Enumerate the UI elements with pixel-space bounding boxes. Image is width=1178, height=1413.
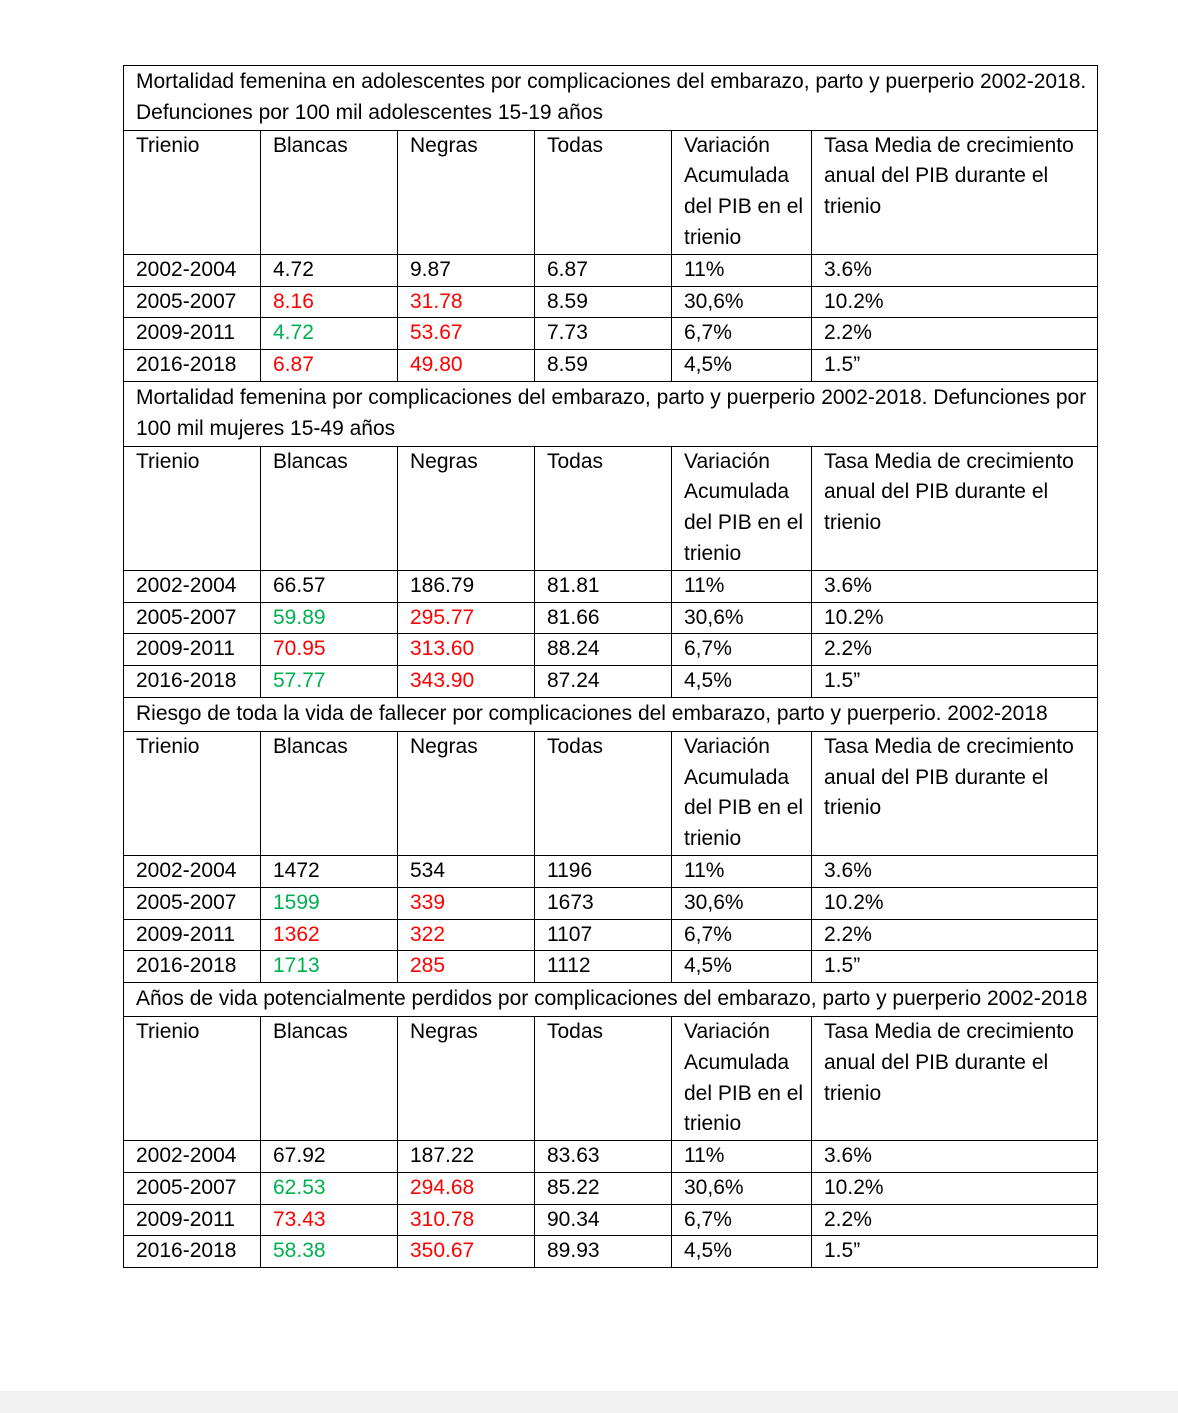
column-header-trienio: Trienio xyxy=(124,731,261,855)
column-header-todas: Todas xyxy=(535,1016,672,1140)
cell-negras: 295.77 xyxy=(398,602,535,634)
cell-negras: 322 xyxy=(398,919,535,951)
column-header-variacion-pib: Variación Acumulada del PIB en el trienio xyxy=(672,731,812,855)
cell-trienio: 2016-2018 xyxy=(124,350,261,382)
cell-todas: 1673 xyxy=(535,887,672,919)
cell-trienio: 2009-2011 xyxy=(124,919,261,951)
cell-negras: 343.90 xyxy=(398,666,535,698)
cell-blancas: 67.92 xyxy=(261,1141,398,1173)
cell-todas: 6.87 xyxy=(535,254,672,286)
section-title-row xyxy=(124,697,1098,731)
cell-variacion-pib: 4,5% xyxy=(672,1236,812,1268)
column-header-todas: Todas xyxy=(535,130,672,254)
cell-trienio: 2016-2018 xyxy=(124,951,261,983)
cell-negras: 9.87 xyxy=(398,254,535,286)
cell-blancas: 1362 xyxy=(261,919,398,951)
cell-todas: 8.59 xyxy=(535,350,672,382)
cell-tasa-media-pib: 10.2% xyxy=(812,286,1098,318)
column-header-tasa-media-pib: Tasa Media de crecimiento anual del PIB durante el trienio xyxy=(812,1016,1098,1140)
cell-negras: 285 xyxy=(398,951,535,983)
cell-tasa-media-pib: 3.6% xyxy=(812,855,1098,887)
column-header-negras: Negras xyxy=(398,130,535,254)
cell-blancas: 59.89 xyxy=(261,602,398,634)
cell-todas: 8.59 xyxy=(535,286,672,318)
column-header-blancas: Blancas xyxy=(261,731,398,855)
table-row xyxy=(124,855,1098,887)
table-row xyxy=(124,887,1098,919)
cell-trienio: 2005-2007 xyxy=(124,602,261,634)
cell-todas: 87.24 xyxy=(535,666,672,698)
cell-variacion-pib: 30,6% xyxy=(672,286,812,318)
cell-tasa-media-pib: 10.2% xyxy=(812,887,1098,919)
header-row xyxy=(124,1016,1098,1140)
cell-todas: 81.81 xyxy=(535,570,672,602)
cell-tasa-media-pib: 1.5” xyxy=(812,1236,1098,1268)
column-header-blancas: Blancas xyxy=(261,1016,398,1140)
column-header-todas: Todas xyxy=(535,731,672,855)
cell-negras: 49.80 xyxy=(398,350,535,382)
cell-todas: 83.63 xyxy=(535,1141,672,1173)
column-header-variacion-pib: Variación Acumulada del PIB en el trienio xyxy=(672,1016,812,1140)
cell-tasa-media-pib: 1.5” xyxy=(812,951,1098,983)
cell-negras: 310.78 xyxy=(398,1204,535,1236)
table-row xyxy=(124,1141,1098,1173)
cell-variacion-pib: 4,5% xyxy=(672,666,812,698)
cell-blancas: 62.53 xyxy=(261,1172,398,1204)
cell-trienio: 2005-2007 xyxy=(124,1172,261,1204)
cell-tasa-media-pib: 2.2% xyxy=(812,919,1098,951)
cell-negras: 339 xyxy=(398,887,535,919)
cell-trienio: 2005-2007 xyxy=(124,887,261,919)
cell-variacion-pib: 6,7% xyxy=(672,318,812,350)
cell-negras: 534 xyxy=(398,855,535,887)
cell-trienio: 2016-2018 xyxy=(124,666,261,698)
window-bottom-edge xyxy=(0,1391,1178,1413)
cell-trienio: 2009-2011 xyxy=(124,318,261,350)
table-row xyxy=(124,1172,1098,1204)
cell-tasa-media-pib: 10.2% xyxy=(812,1172,1098,1204)
cell-variacion-pib: 11% xyxy=(672,254,812,286)
cell-blancas: 73.43 xyxy=(261,1204,398,1236)
table-row xyxy=(124,350,1098,382)
cell-blancas: 4.72 xyxy=(261,254,398,286)
column-header-trienio: Trienio xyxy=(124,446,261,570)
cell-variacion-pib: 30,6% xyxy=(672,602,812,634)
column-header-blancas: Blancas xyxy=(261,446,398,570)
table-row xyxy=(124,286,1098,318)
cell-todas: 7.73 xyxy=(535,318,672,350)
header-row xyxy=(124,446,1098,570)
cell-trienio: 2009-2011 xyxy=(124,634,261,666)
cell-todas: 89.93 xyxy=(535,1236,672,1268)
cell-negras: 31.78 xyxy=(398,286,535,318)
cell-negras: 313.60 xyxy=(398,634,535,666)
cell-blancas: 6.87 xyxy=(261,350,398,382)
cell-todas: 1112 xyxy=(535,951,672,983)
table-row xyxy=(124,318,1098,350)
cell-tasa-media-pib: 2.2% xyxy=(812,318,1098,350)
cell-blancas: 57.77 xyxy=(261,666,398,698)
cell-negras: 186.79 xyxy=(398,570,535,602)
cell-tasa-media-pib: 2.2% xyxy=(812,634,1098,666)
cell-tasa-media-pib: 3.6% xyxy=(812,1141,1098,1173)
section-title: Mortalidad femenina en adolescentes por complicaciones del embarazo, parto y puerperio 2002-2018. Defunciones por 100 mil adolescentes 15-19 años xyxy=(124,66,1098,131)
cell-variacion-pib: 6,7% xyxy=(672,919,812,951)
cell-blancas: 4.72 xyxy=(261,318,398,350)
cell-tasa-media-pib: 2.2% xyxy=(812,1204,1098,1236)
table-row xyxy=(124,254,1098,286)
cell-todas: 88.24 xyxy=(535,634,672,666)
column-header-variacion-pib: Variación Acumulada del PIB en el trienio xyxy=(672,446,812,570)
cell-negras: 350.67 xyxy=(398,1236,535,1268)
cell-variacion-pib: 11% xyxy=(672,1141,812,1173)
cell-trienio: 2002-2004 xyxy=(124,570,261,602)
section-title: Años de vida potencialmente perdidos por complicaciones del embarazo, parto y puerperio 2002-2018 xyxy=(124,983,1098,1017)
cell-tasa-media-pib: 1.5” xyxy=(812,666,1098,698)
column-header-trienio: Trienio xyxy=(124,1016,261,1140)
section-title: Riesgo de toda la vida de fallecer por complicaciones del embarazo, parto y puerperio. 2002-2018 xyxy=(124,697,1098,731)
cell-variacion-pib: 11% xyxy=(672,855,812,887)
table-row xyxy=(124,951,1098,983)
column-header-trienio: Trienio xyxy=(124,130,261,254)
table-row xyxy=(124,602,1098,634)
cell-trienio: 2005-2007 xyxy=(124,286,261,318)
cell-blancas: 8.16 xyxy=(261,286,398,318)
cell-variacion-pib: 4,5% xyxy=(672,350,812,382)
cell-trienio: 2009-2011 xyxy=(124,1204,261,1236)
section-title: Mortalidad femenina por complicaciones del embarazo, parto y puerperio 2002-2018. Defunciones por 100 mil mujeres 15-49 años xyxy=(124,381,1098,446)
cell-todas: 90.34 xyxy=(535,1204,672,1236)
cell-blancas: 66.57 xyxy=(261,570,398,602)
cell-todas: 1107 xyxy=(535,919,672,951)
table-row xyxy=(124,634,1098,666)
section-title-row xyxy=(124,381,1098,446)
cell-variacion-pib: 11% xyxy=(672,570,812,602)
cell-blancas: 1472 xyxy=(261,855,398,887)
cell-blancas: 1713 xyxy=(261,951,398,983)
cell-variacion-pib: 6,7% xyxy=(672,1204,812,1236)
mortality-table xyxy=(123,65,1098,1268)
table-row xyxy=(124,1236,1098,1268)
header-row xyxy=(124,731,1098,855)
header-row xyxy=(124,130,1098,254)
section-title-row xyxy=(124,66,1098,131)
cell-todas: 85.22 xyxy=(535,1172,672,1204)
column-header-variacion-pib: Variación Acumulada del PIB en el trienio xyxy=(672,130,812,254)
column-header-tasa-media-pib: Tasa Media de crecimiento anual del PIB durante el trienio xyxy=(812,446,1098,570)
cell-blancas: 1599 xyxy=(261,887,398,919)
cell-negras: 294.68 xyxy=(398,1172,535,1204)
column-header-blancas: Blancas xyxy=(261,130,398,254)
cell-variacion-pib: 6,7% xyxy=(672,634,812,666)
cell-tasa-media-pib: 3.6% xyxy=(812,570,1098,602)
cell-variacion-pib: 30,6% xyxy=(672,1172,812,1204)
cell-negras: 53.67 xyxy=(398,318,535,350)
cell-tasa-media-pib: 10.2% xyxy=(812,602,1098,634)
cell-trienio: 2002-2004 xyxy=(124,855,261,887)
cell-negras: 187.22 xyxy=(398,1141,535,1173)
cell-trienio: 2002-2004 xyxy=(124,254,261,286)
column-header-tasa-media-pib: Tasa Media de crecimiento anual del PIB durante el trienio xyxy=(812,731,1098,855)
column-header-negras: Negras xyxy=(398,731,535,855)
column-header-tasa-media-pib: Tasa Media de crecimiento anual del PIB durante el trienio xyxy=(812,130,1098,254)
table-row xyxy=(124,570,1098,602)
cell-tasa-media-pib: 1.5” xyxy=(812,350,1098,382)
cell-variacion-pib: 30,6% xyxy=(672,887,812,919)
cell-trienio: 2016-2018 xyxy=(124,1236,261,1268)
column-header-negras: Negras xyxy=(398,446,535,570)
table-row xyxy=(124,666,1098,698)
cell-tasa-media-pib: 3.6% xyxy=(812,254,1098,286)
column-header-todas: Todas xyxy=(535,446,672,570)
column-header-negras: Negras xyxy=(398,1016,535,1140)
cell-variacion-pib: 4,5% xyxy=(672,951,812,983)
cell-blancas: 58.38 xyxy=(261,1236,398,1268)
cell-blancas: 70.95 xyxy=(261,634,398,666)
section-title-row xyxy=(124,983,1098,1017)
table-row xyxy=(124,919,1098,951)
cell-trienio: 2002-2004 xyxy=(124,1141,261,1173)
cell-todas: 81.66 xyxy=(535,602,672,634)
table-row xyxy=(124,1204,1098,1236)
cell-todas: 1196 xyxy=(535,855,672,887)
